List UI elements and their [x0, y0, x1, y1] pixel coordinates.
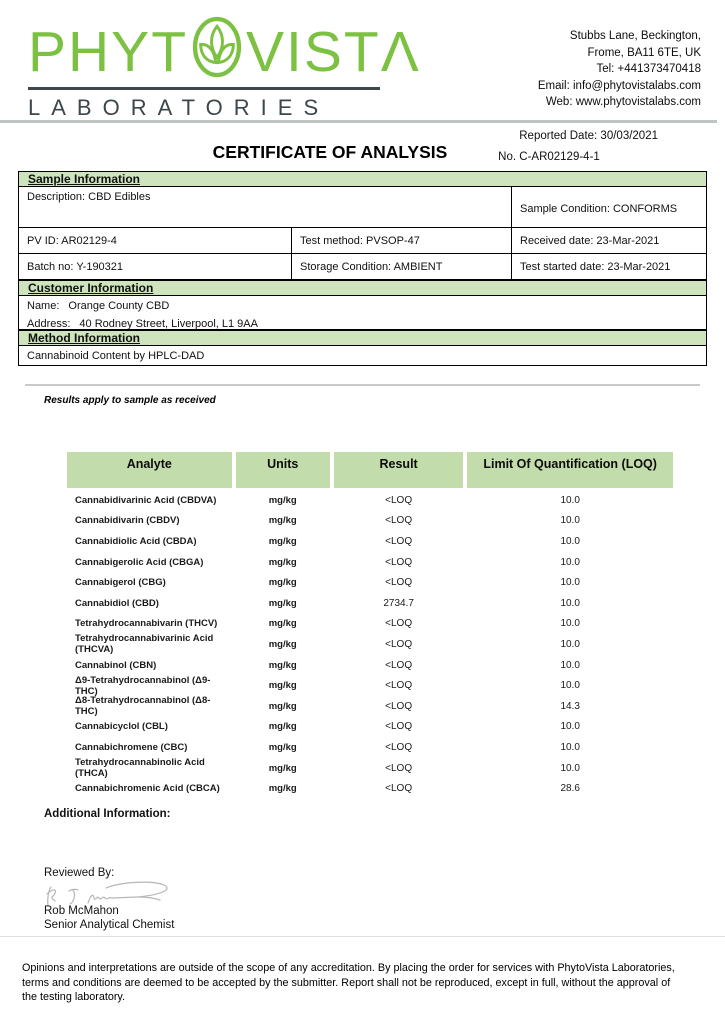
- table-cell: <LOQ: [385, 721, 413, 733]
- table-cell: Cannabidiol (CBD): [75, 597, 159, 609]
- table-cell: <LOQ: [385, 783, 413, 795]
- table-cell: 14.3: [560, 700, 580, 712]
- reviewer-title: Senior Analytical Chemist: [44, 919, 175, 931]
- table-cell: <LOQ: [385, 515, 413, 527]
- contact-tel: Tel: +441373470418: [596, 63, 701, 75]
- table-cell: <LOQ: [385, 556, 413, 568]
- customer-name: Orange County CBD: [68, 300, 170, 312]
- column-header-analyte: Analyte: [67, 452, 232, 488]
- received-date: Received date: 23-Mar-2021: [511, 228, 706, 253]
- table-cell: mg/kg: [268, 597, 297, 609]
- table-row: [67, 490, 673, 511]
- customer-information-bar: [18, 280, 707, 296]
- table-cell: <LOQ: [385, 638, 413, 650]
- table-row: [67, 737, 673, 758]
- customer-box: [18, 296, 707, 330]
- test-started-date: Test started date: 23-Mar-2021: [511, 254, 706, 279]
- method-name: Cannabinoid Content by HPLC-DAD: [27, 349, 205, 362]
- table-row: [67, 572, 673, 593]
- additional-information-label: Additional Information:: [44, 808, 171, 820]
- table-cell: mg/kg: [268, 659, 297, 671]
- pv-id: PV ID: AR02129-4: [27, 234, 117, 247]
- table-cell: mg/kg: [268, 762, 297, 774]
- table-cell: <LOQ: [385, 700, 413, 712]
- customer-address-line: [27, 318, 706, 330]
- table-cell: mg/kg: [268, 577, 297, 589]
- customer-address-label: Address:: [27, 318, 71, 330]
- table-cell: 10.0: [560, 638, 580, 650]
- table-cell: <LOQ: [385, 762, 413, 774]
- table-cell: 10.0: [560, 494, 580, 506]
- customer-address: 40 Rodney Street, Liverpool, L1 9AA: [79, 318, 258, 330]
- logo-word-end: VIST: [246, 19, 381, 84]
- results-note: Results apply to sample as received: [44, 395, 216, 406]
- table-row: [67, 778, 673, 799]
- table-cell: Cannabigerol (CBG): [75, 577, 166, 589]
- table-cell: mg/kg: [268, 783, 297, 795]
- table-cell: 10.0: [560, 556, 580, 568]
- table-row: [67, 696, 673, 717]
- table-cell: mg/kg: [268, 535, 297, 547]
- column-header-loq: Limit Of Quantification (LOQ): [467, 452, 673, 488]
- method-box: [18, 346, 707, 366]
- table-cell: <LOQ: [385, 577, 413, 589]
- sample-description: Description: CBD Edibles: [27, 191, 151, 203]
- table-row: [67, 717, 673, 738]
- page-title: CERTIFICATE OF ANALYSIS: [212, 142, 448, 162]
- table-row: [67, 614, 673, 635]
- table-cell: 10.0: [560, 515, 580, 527]
- results-table: [67, 452, 673, 799]
- info-tables: [18, 171, 707, 366]
- table-cell: 10.0: [560, 659, 580, 671]
- table-row: [67, 511, 673, 532]
- logo-word-start: PHYT: [28, 19, 189, 84]
- reviewed-by-label: Reviewed By:: [44, 867, 115, 879]
- table-row: [67, 655, 673, 676]
- contact-email: Email: info@phytovistalabs.com: [537, 79, 701, 92]
- table-cell: <LOQ: [385, 659, 413, 671]
- sample-information-title: Sample Information: [28, 172, 141, 186]
- table-cell: <LOQ: [385, 680, 413, 692]
- table-cell: Tetrahydrocannabivarin (THCV): [75, 618, 218, 630]
- table-cell: 2734.7: [383, 597, 414, 609]
- sample-information-bar: [18, 171, 707, 187]
- table-cell: 28.6: [560, 783, 580, 795]
- method-information-bar: [18, 330, 707, 346]
- customer-name-line: [27, 300, 706, 312]
- table-cell: 10.0: [560, 762, 580, 774]
- table-cell: mg/kg: [268, 494, 297, 506]
- table-cell: Cannabichromene (CBC): [75, 741, 188, 753]
- table-cell: mg/kg: [268, 556, 297, 568]
- storage-condition: Storage Condition: AMBIENT: [291, 254, 511, 279]
- contact-web: Web: www.phytovistalabs.com: [545, 96, 701, 108]
- table-cell: Δ9-Tetrahydrocannabinol (Δ9-THC): [75, 674, 211, 697]
- disclaimer-text: Opinions and interpretations are outside of the scope of any accreditation. By placing the order for services with PhytoVista Laboratories, terms and conditions are deemed to be accepted by the submitter. Report shall not be reproduced, except in full, without the approval of the testing laboratory.: [22, 962, 675, 1004]
- sample-batch-row: [18, 254, 707, 280]
- table-cell: 10.0: [560, 618, 580, 630]
- table-cell: Tetrahydrocannabinolic Acid (THCA): [75, 757, 205, 780]
- logo-subtitle: LABORATORIES: [28, 95, 330, 120]
- table-cell: 10.0: [560, 577, 580, 589]
- leaf-o-icon: [191, 16, 243, 88]
- table-row: [67, 552, 673, 573]
- table-cell: 10.0: [560, 721, 580, 733]
- table-cell: mg/kg: [268, 721, 297, 733]
- table-cell: 10.0: [560, 597, 580, 609]
- table-cell: 10.0: [560, 680, 580, 692]
- test-method: Test method: PVSOP-47: [291, 228, 511, 253]
- table-cell: 10.0: [560, 741, 580, 753]
- contact-address-line1: Stubbs Lane, Beckington,: [569, 30, 701, 42]
- table-row: [67, 531, 673, 552]
- customer-information-title: Customer Information: [28, 281, 154, 295]
- table-cell: <LOQ: [385, 618, 413, 630]
- table-cell: Cannabichromenic Acid (CBCA): [75, 783, 220, 795]
- sample-ids-row: [18, 228, 707, 254]
- table-row: [67, 593, 673, 614]
- results-table-body: [67, 490, 673, 799]
- table-row: [67, 675, 673, 696]
- batch-no: Batch no: Y-190321: [27, 260, 124, 273]
- table-cell: Cannabicyclol (CBL): [75, 721, 168, 733]
- column-header-result: Result: [334, 452, 463, 488]
- table-cell: Cannabidivarin (CBDV): [75, 515, 180, 527]
- table-row: [67, 634, 673, 655]
- results-divider: [25, 384, 700, 386]
- footer-divider: [0, 936, 725, 937]
- lab-contact-block: [538, 28, 701, 111]
- logo-wordmark: [28, 18, 421, 86]
- sample-condition: Sample Condition: CONFORMS: [511, 187, 706, 227]
- sample-description-row: [18, 187, 707, 228]
- table-cell: mg/kg: [268, 680, 297, 692]
- table-cell: Cannabidiolic Acid (CBDA): [75, 535, 197, 547]
- table-cell: mg/kg: [268, 741, 297, 753]
- table-cell: mg/kg: [268, 618, 297, 630]
- reviewer-name: Rob McMahon: [44, 905, 119, 917]
- table-cell: <LOQ: [385, 535, 413, 547]
- table-row: [67, 758, 673, 779]
- table-cell: mg/kg: [268, 515, 297, 527]
- results-table-header: [67, 452, 673, 488]
- table-cell: Cannabigerolic Acid (CBGA): [75, 556, 204, 568]
- table-cell: 10.0: [560, 535, 580, 547]
- report-number: No. C-AR02129-4-1: [498, 151, 600, 163]
- table-cell: Cannabinol (CBN): [75, 659, 157, 671]
- logo-last-letter: Λ: [380, 19, 421, 84]
- reported-date: Reported Date: 30/03/2021: [519, 130, 658, 142]
- table-cell: mg/kg: [268, 638, 297, 650]
- column-header-units: Units: [236, 452, 330, 488]
- table-cell: Cannabidivarinic Acid (CBDVA): [75, 494, 217, 506]
- header-divider: [0, 120, 717, 123]
- method-information-title: Method Information: [28, 331, 140, 345]
- table-cell: mg/kg: [268, 700, 297, 712]
- customer-name-label: Name:: [27, 300, 60, 312]
- phytovista-logo: [28, 18, 421, 121]
- table-cell: <LOQ: [385, 494, 413, 506]
- table-cell: <LOQ: [385, 741, 413, 753]
- table-cell: Δ8-Tetrahydrocannabinol (Δ8-THC): [75, 695, 211, 718]
- contact-address-line2: Frome, BA11 6TE, UK: [587, 46, 701, 59]
- table-cell: Tetrahydrocannabivarinic Acid (THCVA): [75, 633, 214, 656]
